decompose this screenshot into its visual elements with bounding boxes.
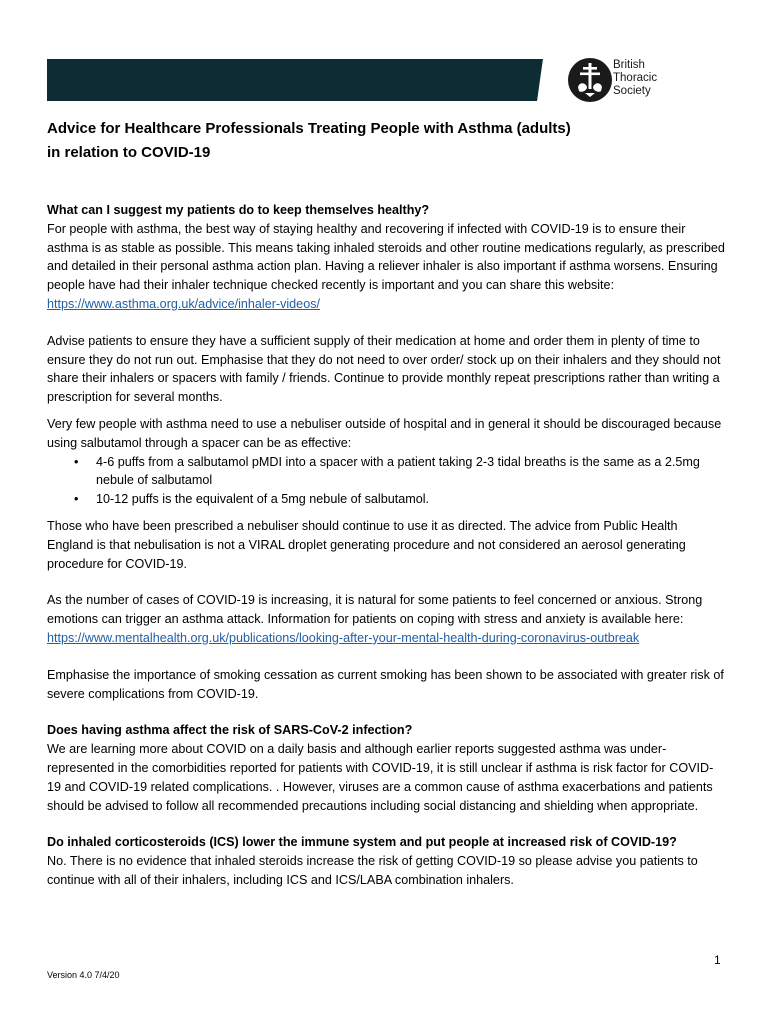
header-banner	[47, 59, 547, 101]
healthy-paragraph	[47, 220, 727, 314]
supply-paragraph: Advise patients to ensure they have a sufficient supply of their medication at home and order them in plenty of time to ensure they do not run out. Emphasise that they do not need to over order/ stock up on their inhalers and they should not share their inhalers or spacers with family / friends. Continue to provide monthly repeat prescriptions rather than writing a prescription for several months.	[47, 333, 721, 405]
inhaler-videos-link[interactable]: https://www.asthma.org.uk/advice/inhaler-videos/	[47, 296, 320, 311]
anxiety-link-line	[47, 629, 727, 648]
title-line-2: in relation to COVID-19	[47, 144, 211, 161]
logo-line-1: British	[613, 59, 645, 71]
nebuliser-advice: Those who have been prescribed a nebuliser should continue to use it as directed. The advice from Public Health England is that nebulisation is not a VIRAL droplet generating procedure and not considered an aerosol generating procedure for COVID-19.	[47, 518, 686, 571]
healthy-heading: What can I suggest my patients do to keep themselves healthy?	[47, 203, 430, 217]
mental-health-link[interactable]: https://www.mentalhealth.org.uk/publications/looking-after-your-mental-health-during-coronavirus-outbreak	[47, 630, 640, 645]
anxiety-paragraph: As the number of cases of COVID-19 is increasing, it is natural for some patients to feel concerned or anxious. Strong emotions can trigger an asthma attack. Information for patients on coping with stress and anxiety is available here:	[47, 593, 703, 627]
version-label: Version 4.0 7/4/20	[47, 970, 120, 980]
risk-heading: Does having asthma affect the risk of SARS-CoV-2 infection?	[47, 723, 413, 738]
ics-heading: Do inhaled corticosteroids (ICS) lower the immune system and put people at increased risk of COVID-19?	[47, 835, 677, 850]
bts-logo	[567, 57, 747, 105]
ics-paragraph: No. There is no evidence that inhaled steroids increase the risk of getting COVID-19 so please advise you patients to continue with all of their inhalers, including ICS and ICS/LABA combination inhalers.	[47, 854, 698, 887]
page-title	[47, 117, 727, 165]
risk-paragraph: We are learning more about COVID on a daily basis and although earlier reports suggested asthma was under-represented in the comorbidities reported for patients with COVID-19, it is still unclear if asthma is risk factor for COVID-19 and COVID-19 related complications. . However, viruses are a common cause of asthma exacerbations and patients should be advised to follow all recommended precautions including social distancing and shielding when appropriate.	[47, 742, 714, 813]
logo-line-3: Society	[613, 85, 651, 97]
smoking-paragraph: Emphasise the importance of smoking cessation as current smoking has been shown to be associated with greater risk of severe complications from COVID-19.	[47, 667, 724, 701]
logo-line-2: Thoracic	[613, 72, 658, 84]
page-number: 1	[714, 953, 721, 967]
nebuliser-intro: Very few people with asthma need to use a nebuliser outside of hospital and in general it should be discouraged because using salbutamol through a spacer can be as effective:	[47, 416, 722, 450]
healthy-body: For people with asthma, the best way of staying healthy and recovering if infected with COVID-19 is to ensure their asthma is as stable as possible. This means taking inhaled steroids and other routine medications regularly, as prescribed and detailed in their personal asthma action plan. Having a reliever inhaler is also important if asthma worsens. Ensuring people have had their inhaler technique checked recently is important and you can share this website:	[47, 221, 725, 293]
list-item: • 4-6 puffs from a salbutamol pMDI into a spacer with a patient taking 2-3 tidal breaths is the same as a 2.5mg nebule of salbutamol	[47, 453, 727, 491]
title-line-1: Advice for Healthcare Professionals Treating People with Asthma (adults)	[47, 120, 571, 137]
list-item: • 10-12 puffs is the equivalent of a 5mg nebule of salbutamol.	[47, 490, 727, 509]
nebuliser-bullet-list	[47, 453, 727, 509]
lorraine-cross-icon	[567, 57, 613, 103]
document-body	[47, 201, 727, 890]
